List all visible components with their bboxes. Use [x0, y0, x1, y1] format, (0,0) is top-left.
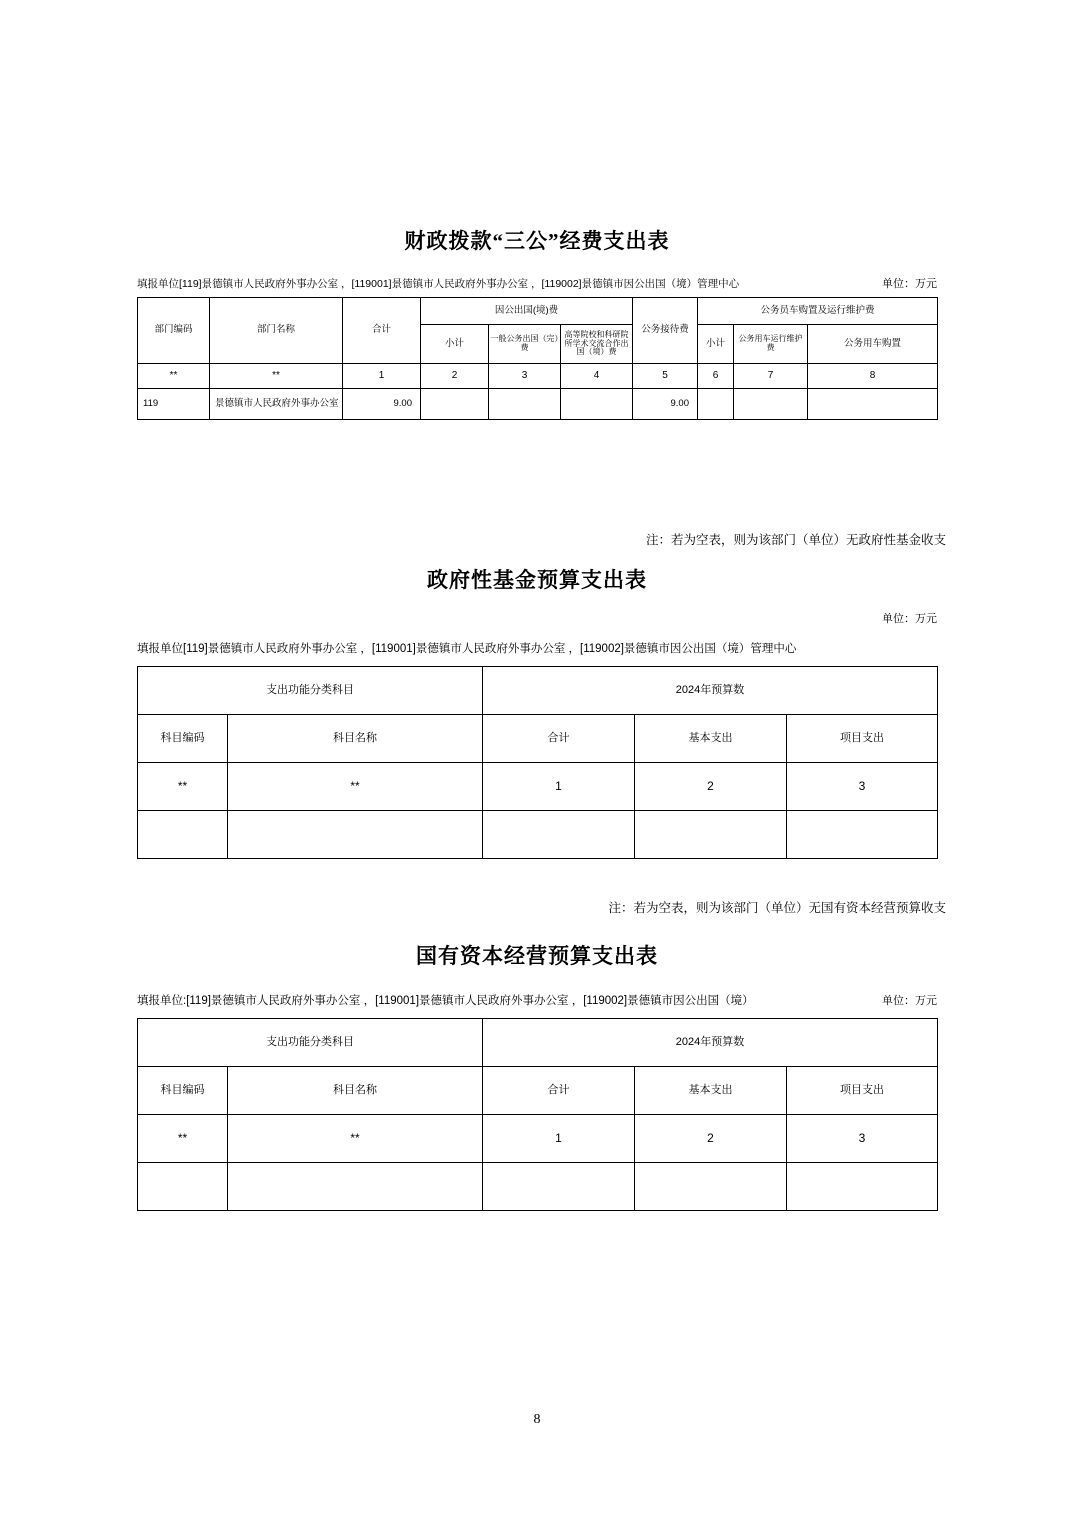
sangong-table — [137, 297, 938, 420]
cell-star-1: ** — [138, 763, 228, 811]
table-row-numbering — [138, 763, 938, 811]
cell-num-8: 8 — [808, 364, 938, 389]
th-basic: 基本支出 — [635, 1067, 787, 1115]
cell-star-2: ** — [210, 364, 343, 389]
cell-reception: 9.00 — [633, 389, 698, 420]
cell-num-1: 1 — [343, 364, 421, 389]
cell-abroad-academic — [561, 389, 633, 420]
cell-vehicle-sub — [698, 389, 734, 420]
th-code: 科目编码 — [138, 715, 228, 763]
cell-dept-code: 119 — [138, 389, 210, 420]
gov-fund-table — [137, 666, 938, 859]
th-project: 项目支出 — [787, 1067, 938, 1115]
cell-num-2: 2 — [635, 763, 787, 811]
table-row-header1 — [138, 298, 938, 325]
cell-project — [787, 1163, 938, 1211]
th-abroad-group: 因公出国(境)费 — [421, 298, 633, 325]
section1-unit: 单位：万元 — [882, 278, 937, 290]
section2-unit: 单位：万元 — [882, 613, 937, 625]
section2-title: 政府性基金预算支出表 — [427, 568, 647, 592]
cell-star-1: ** — [138, 364, 210, 389]
section3-unit: 单位：万元 — [882, 995, 937, 1007]
th-budget-group: 2024年预算数 — [483, 667, 938, 715]
cell-abroad-sub — [421, 389, 489, 420]
table-row-header1 — [138, 1019, 938, 1067]
section3-filler-unit: 填报单位:[119]景德镇市人民政府外事办公室 ，[119001]景德镇市人民政府外事办公室 ，[119002]景德镇市因公出国（境） — [137, 995, 754, 1007]
cell-num-3: 3 — [489, 364, 561, 389]
th-vehicle-sub: 小计 — [698, 325, 734, 364]
section3-meta — [0, 992, 1074, 1008]
cell-total: 9.00 — [343, 389, 421, 420]
table-row-header2 — [138, 1067, 938, 1115]
cell-num-1: 1 — [483, 1115, 635, 1163]
section1-meta — [0, 275, 1074, 291]
cell-total — [483, 811, 635, 859]
th-abroad-academic: 高等院校和科研院所学术交流合作出国（境）费 — [561, 325, 633, 364]
cell-num-2: 2 — [421, 364, 489, 389]
cell-num-4: 4 — [561, 364, 633, 389]
table-row — [138, 1163, 938, 1211]
table-row-header1 — [138, 667, 938, 715]
th-total: 合计 — [343, 298, 421, 364]
cell-project — [787, 811, 938, 859]
cell-basic — [635, 811, 787, 859]
cell-total — [483, 1163, 635, 1211]
cell-vehicle-buy — [808, 389, 938, 420]
table-row — [138, 389, 938, 420]
th-total: 合计 — [483, 715, 635, 763]
cell-basic — [635, 1163, 787, 1211]
cell-num-5: 5 — [633, 364, 698, 389]
cell-code — [138, 1163, 228, 1211]
state-capital-table — [137, 1018, 938, 1211]
th-vehicle-maint: 公务用车运行维护费 — [734, 325, 808, 364]
th-function-group: 支出功能分类科目 — [138, 1019, 483, 1067]
cell-vehicle-maint — [734, 389, 808, 420]
section1-title: 财政拨款“三公”经费支出表 — [404, 229, 670, 253]
section3-note: 注：若为空表，则为该部门（单位）无国有资本经营预算收支 — [608, 901, 946, 915]
table-row-numbering — [138, 1115, 938, 1163]
page-number: 8 — [533, 1412, 541, 1427]
section2-filler-unit: 填报单位[119]景德镇市人民政府外事办公室 ，[119001]景德镇市人民政府外事办公室 ，[119002]景德镇市因公出国（境）管理中心 — [137, 643, 797, 655]
table-row — [138, 811, 938, 859]
th-reception: 公务接待费 — [633, 298, 698, 364]
section-sangong — [0, 225, 1074, 420]
th-abroad-general: 一般公务出国（完）费 — [489, 325, 561, 364]
section1-filler-unit: 填报单位[119]景德镇市人民政府外事办公室 ，[119001]景德镇市人民政府外事办公室 ，[119002]景德镇市因公出国（境）管理中心 — [137, 278, 740, 290]
section3-title: 国有资本经营预算支出表 — [416, 944, 658, 968]
th-name: 科目名称 — [228, 715, 483, 763]
cell-star-2: ** — [228, 763, 483, 811]
th-vehicle-buy: 公务用车购置 — [808, 325, 938, 364]
th-code: 科目编码 — [138, 1067, 228, 1115]
cell-num-3: 3 — [787, 763, 938, 811]
cell-star-2: ** — [228, 1115, 483, 1163]
th-abroad-sub: 小计 — [421, 325, 489, 364]
cell-num-2: 2 — [635, 1115, 787, 1163]
th-budget-group: 2024年预算数 — [483, 1019, 938, 1067]
section2-note: 注：若为空表，则为该部门（单位）无政府性基金收支 — [645, 533, 946, 547]
cell-name — [228, 811, 483, 859]
cell-num-7: 7 — [734, 364, 808, 389]
th-basic: 基本支出 — [635, 715, 787, 763]
cell-star-1: ** — [138, 1115, 228, 1163]
section-gov-fund — [0, 530, 1074, 859]
th-dept-name: 部门名称 — [210, 298, 343, 364]
cell-name — [228, 1163, 483, 1211]
table-row-numbering — [138, 364, 938, 389]
table-row-header2 — [138, 715, 938, 763]
cell-num-3: 3 — [787, 1115, 938, 1163]
th-dept-code: 部门编码 — [138, 298, 210, 364]
th-name: 科目名称 — [228, 1067, 483, 1115]
cell-dept-name: 景德镇市人民政府外事办公室 — [210, 389, 343, 420]
cell-code — [138, 811, 228, 859]
th-function-group: 支出功能分类科目 — [138, 667, 483, 715]
th-total: 合计 — [483, 1067, 635, 1115]
th-vehicle-group: 公务员车购置及运行维护费 — [698, 298, 938, 325]
cell-abroad-general — [489, 389, 561, 420]
cell-num-1: 1 — [483, 763, 635, 811]
th-project: 项目支出 — [787, 715, 938, 763]
cell-num-6: 6 — [698, 364, 734, 389]
section-state-capital — [0, 898, 1074, 1211]
